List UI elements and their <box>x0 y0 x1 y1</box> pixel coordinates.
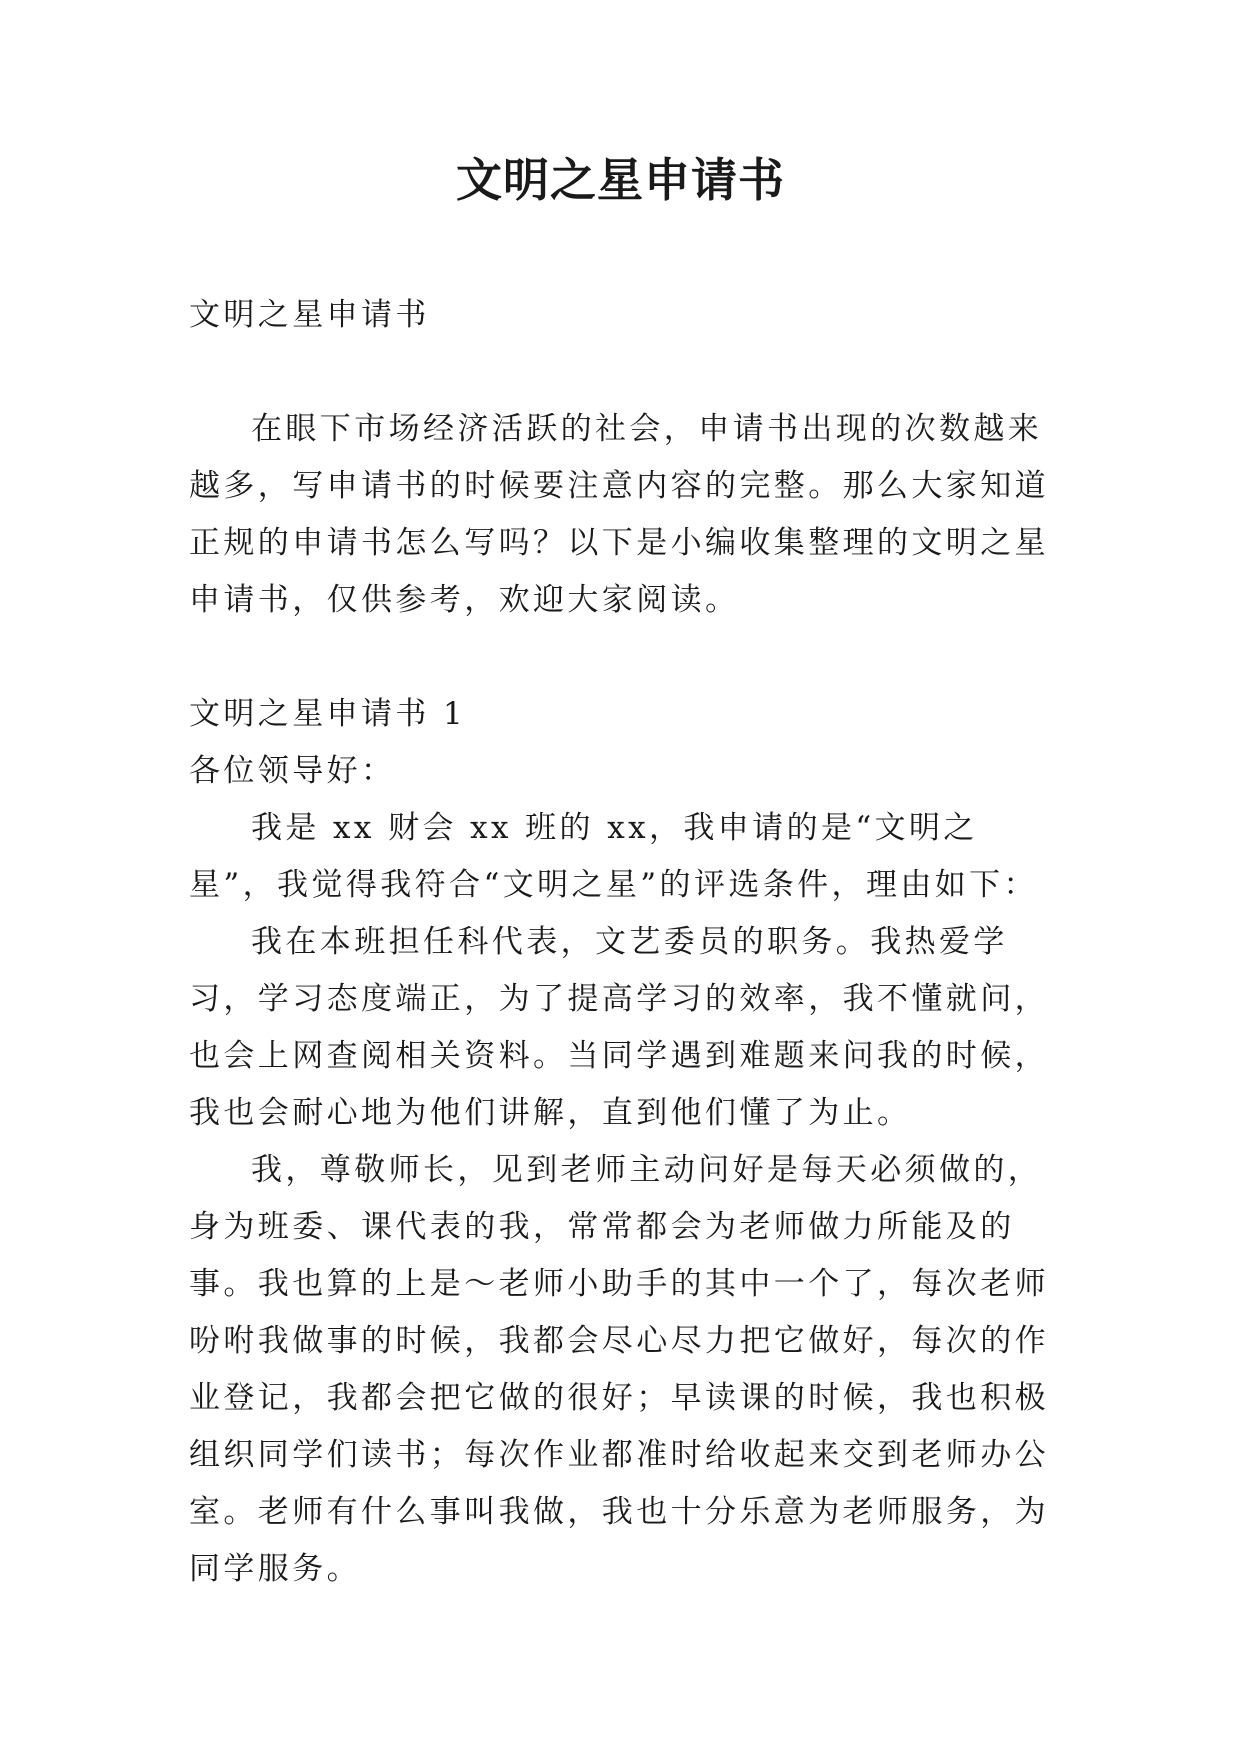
body-paragraph: 我是 xx 财会 xx 班的 xx，我申请的是“文明之星”，我觉得我符合“文明之星”的评选条件，理由如下： <box>189 810 1038 903</box>
intro-paragraph: 在眼下市场经济活跃的社会，申请书出现的次数越来越多，写申请书的时候要注意内容的完整。那么大家知道正规的申请书怎么写吗？以下是小编收集整理的文明之星申请书，仅供参考，欢迎大家阅读。 <box>189 411 1049 618</box>
document-title: 文明之星申请书 <box>456 153 785 207</box>
document-subtitle: 文明之星申请书 <box>189 297 430 333</box>
document-body <box>189 287 1052 1598</box>
body-paragraph: 我，尊敬师长，见到老师主动问好是每天必须做的，身为班委、课代表的我，常常都会为老师做力所能及的事。我也算的上是～老师小助手的其中一个了，每次老师吩咐我做事的时候，我都会尽心尽力把它做好，每次的作业登记，我都会把它做的很好；早读课的时候，我也积极组织同学们读书；每次作业都准时给收起来交到老师办公室。老师有什么事叫我做，我也十分乐意为老师服务，为同学服务。 <box>189 1152 1049 1587</box>
section-heading: 文明之星申请书 1 <box>189 696 467 732</box>
salutation: 各位领导好： <box>189 753 396 789</box>
body-paragraph: 我在本班担任科代表，文艺委员的职务。我热爱学习，学习态度端正，为了提高学习的效率，我不懂就问，也会上网查阅相关资料。当同学遇到难题来问我的时候，我也会耐心地为他们讲解，直到他们懂了为止。 <box>189 924 1049 1131</box>
